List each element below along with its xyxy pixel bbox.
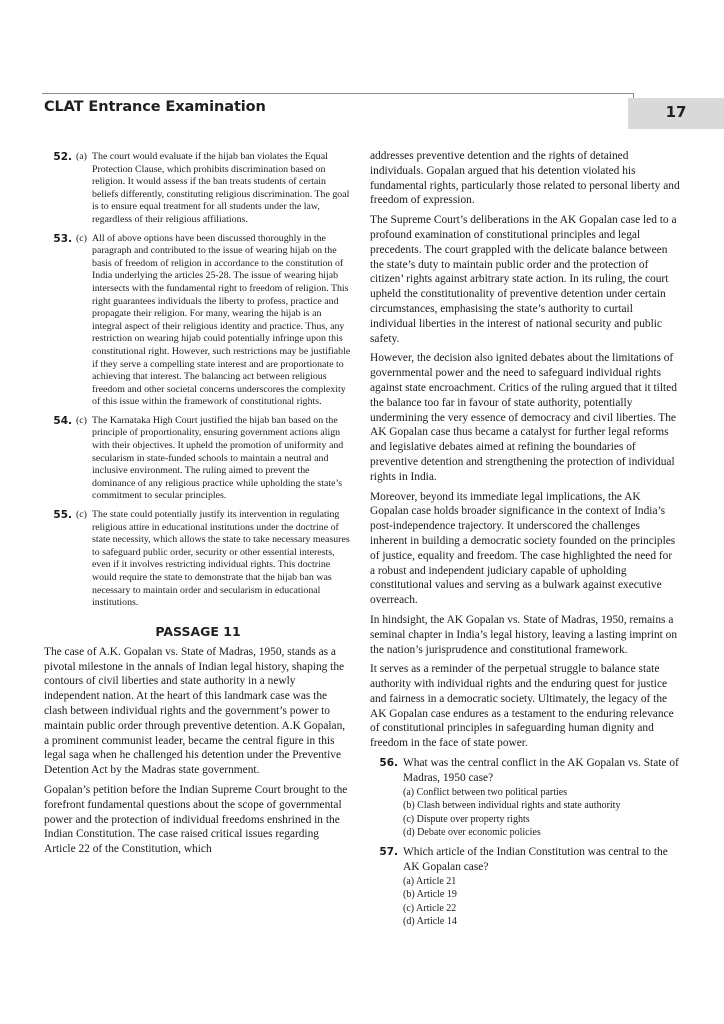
- answer-number: 55.: [53, 509, 72, 522]
- answer-item: [44, 151, 352, 227]
- answer-explanation: The Karnataka High Court justified the hijab ban based on the principle of proportionality, ensuring government actions align with their objectives. It upheld the promotion of uniformity and secularism in state-funded schools to maintain a neutral and inclusive environment. The ruling aimed to prevent the dominance of any religious practice while upholding the state’s commitment to secular principles.: [92, 414, 344, 502]
- answer-item: [44, 509, 352, 610]
- passage-paragraph: The Supreme Court’s deliberations in the AK Gopalan case led to a profound examination of constitutional principles and legal precedents. The court grappled with the delicate balance between the state’s duty to maintain public order and the protection of citizen’ rights against arbitrary state action. In its ruling, the court upheld the constitutionality of preventive detention under certain circumstances, emphasising the state’s authority to curtail individual liberties in the interest of national security and public safety.: [370, 214, 677, 345]
- passage-paragraph: It serves as a reminder of the perpetual struggle to balance state authority with individual rights and the enduring quest for justice and fairness in a democratic society. Ultimately, the legacy of the AK Gopalan case endures as a testament to the enduring relevance of constitutional principles in safeguarding human dignity and freedom in the face of state power.: [370, 663, 674, 750]
- answer-item: [44, 415, 352, 503]
- question-option: (b) Clash between individual rights and state authority: [403, 800, 621, 812]
- question-option: (a) Conflict between two political parties: [403, 787, 568, 799]
- running-header-title: CLAT Entrance Examination: [44, 99, 266, 115]
- answer-option: (c): [76, 509, 87, 521]
- page-number-box: [628, 98, 724, 129]
- passage-paragraph: Gopalan’s petition before the Indian Supreme Court brought to the forefront fundamental questions about the scope of governmental power and the protection of individual freedoms enshrined in the Indian Constitution. The case raised critical issues regarding Article 22 of the Constitution, which: [44, 783, 348, 856]
- answer-number: 52.: [53, 151, 72, 163]
- question-option: (c) Article 22: [403, 902, 457, 914]
- passage-paragraph: The case of A.K. Gopalan vs. State of Madras, 1950, stands as a pivotal milestone in the annals of Indian legal history, shaping the contours of civil liberties and state authority in a newly independent nation. At the heart of this landmark case was the clash between individual rights and the government’s power to maintain public order through preventive detention. A.K Gopalan, a prominent communist leader, became the central figure in this legal saga when he challenged his detention under the Preventive Detention Act by the Madras state government.: [44, 645, 346, 777]
- question-stem: Which article of the Indian Constitution was central to the AK Gopalan case?: [403, 846, 668, 873]
- question-option: (a) Article 21: [403, 876, 457, 888]
- question-item: [370, 845, 680, 928]
- page-number: 17: [665, 103, 687, 121]
- answer-explanation: The court would evaluate if the hijab ban violates the Equal Protection Clause, which prohibits discrimination based on religion. It would assess if the ban treats students of certain beliefs differently, constituting religious discrimination. The goal is to ensure equal treatment for all students under the law, regardless of their religious affiliations.: [92, 151, 350, 225]
- answer-number: 54.: [53, 414, 72, 427]
- right-column: [370, 149, 680, 928]
- question-number: 56.: [379, 757, 398, 770]
- question-option: (d) Article 14: [403, 915, 457, 927]
- question-number: 57.: [379, 846, 398, 859]
- answer-option: (c): [76, 232, 87, 244]
- passage-paragraph: However, the decision also ignited debates about the limitations of governmental power and the need to safeguard individual rights against state encroachment. Critics of the ruling argued that it tilted the balance too far in favour of state authority, potentially undermining the very essence of democracy and civil liberties. The AK Gopalan case thus became a catalyst for further legal reforms and legislative debates aimed at refining the boundaries of preventive detention and strengthening the protection of individual rights in India.: [370, 352, 677, 483]
- question-option: (d) Debate over economic policies: [403, 826, 541, 838]
- passage-paragraph: In hindsight, the AK Gopalan vs. State of Madras, 1950, remains a seminal chapter in India’s legal history, leaving a lasting imprint on the nation’s jurisprudence and constitutional framework.: [370, 613, 678, 656]
- passage-title: PASSAGE 11: [155, 623, 241, 639]
- answer-option: (c): [76, 414, 87, 426]
- question-option: (b) Article 19: [403, 889, 457, 901]
- header-rule: [42, 93, 634, 94]
- answer-explanation: All of above options have been discussed thoroughly in the paragraph and contributed to the issue of wearing hijab on the basis of freedom of religion in accordance to the constitution of India underlying the articles 25-28. The issue of wearing hijab intersects with the fundamental right to freedom of religion. This right guarantees individuals the liberty to profess, practice and propagate their religion. For many, wearing the hijab is an integral aspect of their religious identity and practice. Thus, any restriction on wearing hijab could potentially infringe upon this constitutional right. However, such restrictions may be justifiable if they serve a compelling state interest and are proportionate to achieving that interest. The balancing act between religious freedom and other societal concerns underscores the complexity of this issue within the framework of constitutional rights.: [92, 232, 351, 408]
- question-item: [370, 756, 680, 839]
- answer-explanation: The state could potentially justify its intervention in regulating religious attire in educational institutions under the doctrine of state necessity, which allows the state to take necessary measures to safeguard public order, security or other essential interests, even if it involves restricting individual rights. This doctrine would require the state to demonstrate that the hijab ban was necessary to maintain order and secularism in educational institutions.: [92, 509, 350, 609]
- answer-item: [44, 233, 352, 409]
- answer-option: (a): [76, 151, 87, 162]
- question-option: (c) Dispute over property rights: [403, 813, 530, 825]
- passage-paragraph: Moreover, beyond its immediate legal implications, the AK Gopalan case holds broader significance in the context of India’s post-independence trajectory. It underscored the challenges inherent in building a democratic society founded on the principles of justice, equality and freedom. The case highlighted the need for a robust and independent judiciary capable of upholding constitutional values and serving as a bulwark against executive overreach.: [370, 490, 676, 607]
- passage-paragraph: addresses preventive detention and the rights of detained individuals. Gopalan argued that his detention violated his fundamental rights, particularly those related to personal liberty and freedom of expression.: [370, 150, 680, 207]
- answer-number: 53.: [53, 232, 72, 245]
- left-column: [44, 151, 352, 862]
- question-stem: What was the central conflict in the AK Gopalan vs. State of Madras, 1950 case?: [403, 757, 679, 784]
